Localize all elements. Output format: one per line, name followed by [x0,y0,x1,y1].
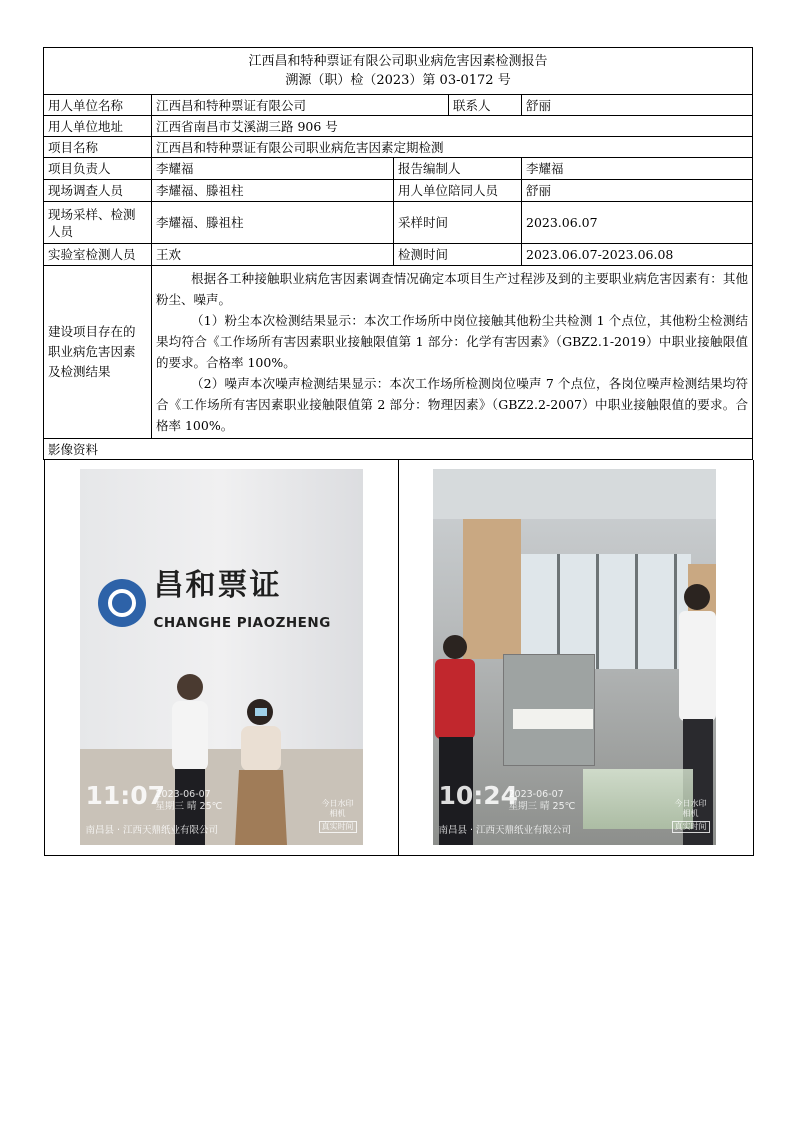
report-author-value: 李耀福 [522,158,753,180]
project-name-value: 江西昌和特种票证有限公司职业病危害因素定期检测 [152,137,753,158]
sampling-time-label: 采样时间 [394,202,522,244]
employer-label: 用人单位名称 [44,95,152,116]
project-name-label: 项目名称 [44,137,152,158]
report-number: 溯源（职）检（2023）第 03-0172 号 [285,73,511,88]
watermark-date [509,789,576,813]
photo-cell-workshop [398,460,753,856]
address-value: 江西省南昌市艾溪湖三路 906 号 [152,116,753,137]
watermark-badge-title: 今日水印 [674,799,707,808]
watermark-badge [319,799,357,833]
sampling-staff-value: 李耀福、滕祖柱 [152,202,394,244]
report-table [43,47,753,856]
lab-staff-value: 王欢 [152,244,394,266]
watermark-time: 10:24 [438,781,519,810]
sampling-staff-label: 现场采样、检测人员 [44,202,152,244]
ceiling [433,469,716,519]
paper-stack [513,709,593,729]
worker-figure-icon [433,629,483,845]
watermark-location: 南昌县 · 江西天鼎纸业有限公司 [438,825,572,836]
man-figure-icon [160,669,220,845]
results-paragraph-noise: （2）噪声本次噪声检测结果显示：本次工作场所检测岗位噪声 7 个点位，各岗位噪声检测结果均符合《工作场所有害因素职业接触限值第 2 部分：物理因素》（GBZ2.2-2007）中职业接触限值的要求。合格率 100%。 [156,376,749,433]
logo-chinese-text: 昌和票证 [153,568,282,603]
photo-workshop [433,469,716,845]
watermark-date-text: 2023-06-07 [508,789,564,800]
watermark-badge-real-time: 真实时间 [672,821,710,833]
watermark-weather-text: 星期三 晴 25℃ [508,801,576,812]
photo-entrance [80,469,363,845]
survey-staff-label: 现场调查人员 [44,180,152,202]
watermark-date [156,789,223,813]
watermark-badge-sub: 相机 [682,809,699,818]
watermark-location: 南昌县 · 江西天鼎纸业有限公司 [85,825,219,836]
accompany-value: 舒丽 [522,180,753,202]
hazards-results [152,266,753,439]
window [521,554,691,669]
watermark-badge [672,799,710,833]
project-lead-label: 项目负责人 [44,158,152,180]
report-title [44,48,753,95]
hazards-label: 建设项目存在的职业病危害因素及检测结果 [44,266,152,439]
lab-staff-label: 实验室检测人员 [44,244,152,266]
survey-staff-value: 李耀福、滕祖柱 [152,180,394,202]
sampling-time-value: 2023.06.07 [522,202,753,244]
report-sheet [43,47,752,856]
report-title-line1: 江西昌和特种票证有限公司职业病危害因素检测报告 [248,54,548,69]
photos-table [44,460,754,856]
watermark-badge-sub: 相机 [329,809,346,818]
contact-label: 联系人 [449,95,522,116]
watermark-badge-title: 今日水印 [321,799,354,808]
photo-cell-entrance [44,460,398,856]
company-logo-icon [98,579,146,627]
watermark-badge-real-time: 真实时间 [319,821,357,833]
accompany-label: 用人单位陪同人员 [394,180,522,202]
project-lead-value: 李耀福 [152,158,394,180]
test-time-label: 检测时间 [394,244,522,266]
watermark-weather-text: 星期三 晴 25℃ [155,801,223,812]
address-label: 用人单位地址 [44,116,152,137]
watermark-time: 11:07 [85,781,166,810]
test-time-value: 2023.06.07-2023.06.08 [522,244,753,266]
photos-row [44,460,753,857]
images-label: 影像资料 [44,439,753,460]
results-paragraph-dust: （1）粉尘本次检测结果显示：本次工作场所中岗位接触其他粉尘共检测 1 个点位，其他粉尘检测结果均符合《工作场所有害因素职业接触限值第 1 部分：化学有害因素》（GBZ2.1-2019）中职业接触限值的要求。合格率 100%。 [156,313,749,370]
contact-value: 舒丽 [522,95,753,116]
logo-english-text: CHANGHE PIAOZHENG [153,615,331,631]
report-author-label: 报告编制人 [394,158,522,180]
employer-value: 江西昌和特种票证有限公司 [152,95,449,116]
watermark-date-text: 2023-06-07 [155,789,211,800]
results-paragraph-intro: 根据各工种接触职业病危害因素调查情况确定本项目生产过程涉及到的主要职业病危害因素有：其他粉尘、噪声。 [156,271,749,307]
woman-figure-icon [225,694,295,845]
